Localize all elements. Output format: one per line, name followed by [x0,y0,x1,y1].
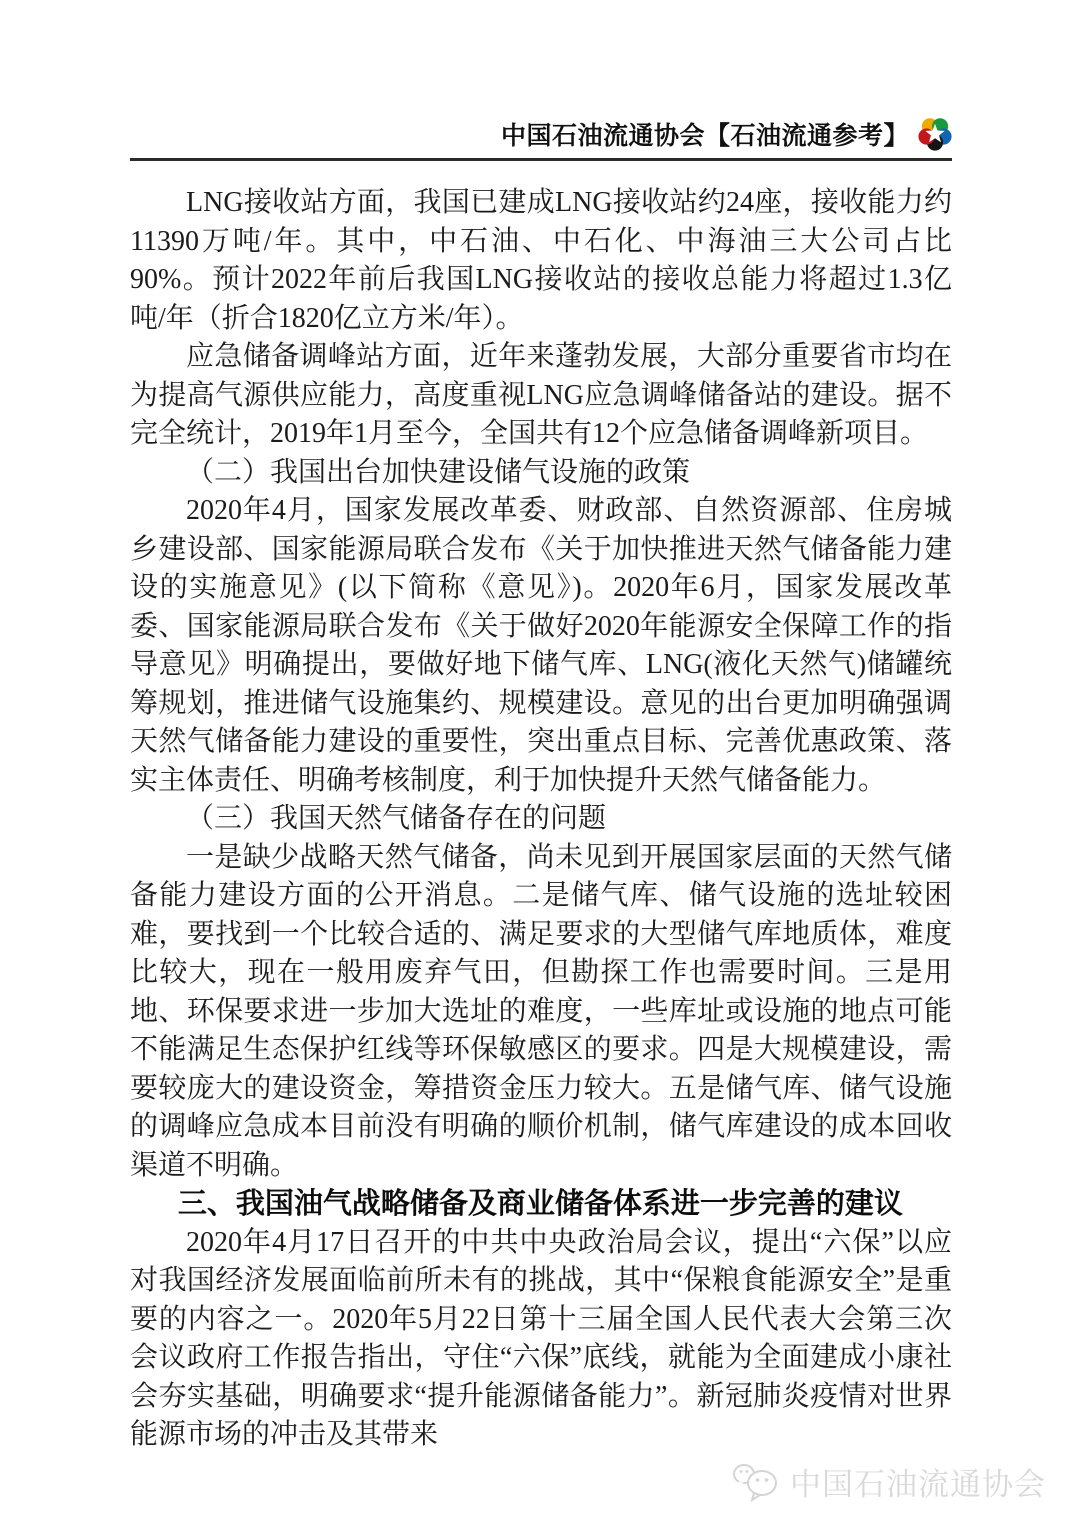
association-star-logo-icon [918,115,952,153]
paragraph-problems-detail: 一是缺少战略天然气储备，尚未见到开展国家层面的天然气储备能力建设方面的公开消息。二是储气库、储气设施的选址较困难，要找到一个比较合适的、满足要求的大型储气库地质体，难度比较大，现在一般用废弃气田，但勘探工作也需要时间。三是用地、环保要求进一步加大选址的难度，一些库址或设施的地点可能不能满足生态保护红线等环保敏感区的要求。四是大规模建设，需要较庞大的建设资金，筹措资金压力较大。五是储气库、储气设施的调峰应急成本目前没有明确的顺价机制，储气库建设的成本回收渠道不明确。 [130,841,952,1181]
footer-watermark [732,1459,1046,1504]
footer-watermark-text: 中国石油流通协会 [790,1467,1046,1502]
section-heading-suggestions: 三、我国油气战略储备及商业储备体系进一步完善的建议 [177,1188,903,1220]
article-body [130,184,952,1455]
header-rule [130,158,952,161]
paragraph-policy-detail: 2020年4月，国家发展改革委、财政部、自然资源部、住房城乡建设部、国家能源局联合发布《关于加快推进天然气储备能力建设的实施意见》(以下简称《意见》)。2020年6月，国家发展改革委、国家能源局联合发布《关于做好2020年能源安全保障工作的指导意见》明确提出，要做好地下储气库、LNG(液化天然气)储罐统筹规划，推进储气设施集约、规模建设。意见的出台更加明确强调天然气储备能力建设的重要性，突出重点目标、完善优惠政策、落实主体责任、明确考核制度，利于加快提升天然气储备能力。 [130,495,952,796]
header-title: 中国石油流通协会【石油流通参考】 [500,122,909,150]
paragraph-suggestions-intro: 2020年4月17日召开的中共中央政治局会议，提出“六保”以应对我国经济发展面临前所未有的挑战，其中“保粮食能源安全”是重要的内容之一。2020年5月22日第十三届全国人民代表大会第三次会议政府工作报告指出，守住“六保”底线，就能为全面建成小康社会夯实基础，明确要求“提升能源储备能力”。新冠肺炎疫情对世界能源市场的冲击及其带来 [130,1226,952,1450]
page-header [130,112,952,156]
subheading-problems: （三）我国天然气储备存在的问题 [186,803,607,834]
paragraph-emergency-peak-stations: 应急储备调峰站方面，近年来蓬勃发展，大部分重要省市均在为提高气源供应能力，高度重视LNG应急调峰储备站的建设。据不完全统计，2019年1月至今，全国共有12个应急储备调峰新项目。 [130,341,952,449]
paragraph-lng-terminals: LNG接收站方面，我国已建成LNG接收站约24座，接收能力约11390万吨/年。其中，中石油、中石化、中海油三大公司占比90%。预计2022年前后我国LNG接收站的接收总能力将超过1.3亿吨/年（折合1820亿立方米/年）。 [130,187,952,334]
wechat-icon [732,1461,780,1503]
subheading-policy: （二）我国出台加快建设储气设施的政策 [186,456,691,488]
